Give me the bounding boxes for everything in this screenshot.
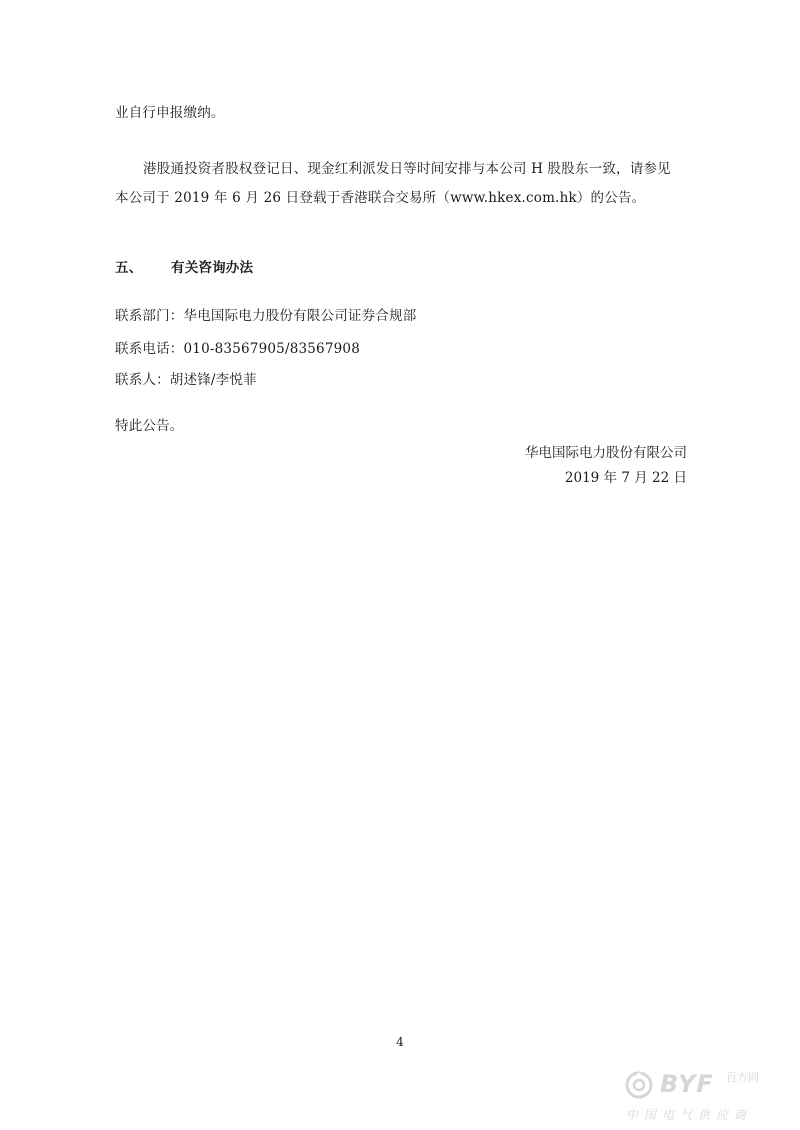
signature-company: 华电国际电力股份有限公司 bbox=[525, 445, 687, 461]
section-heading bbox=[115, 259, 253, 277]
contact-phone: 联系电话：010-83567905/83567908 bbox=[115, 341, 361, 357]
watermark-logo-text: BYF bbox=[660, 1070, 714, 1098]
watermark-subtitle: 中国电气供应商 bbox=[626, 1108, 753, 1122]
section-number: 五、 bbox=[115, 260, 143, 276]
paragraph-line: 港股通投资者股权登记日、现金红利派发日等时间安排与本公司 H 股股东一致，请参见 bbox=[143, 161, 671, 177]
closing-statement: 特此公告。 bbox=[115, 418, 184, 434]
section-title: 有关咨询办法 bbox=[171, 260, 254, 276]
contact-person: 联系人：胡述锋/李悦菲 bbox=[115, 372, 257, 388]
signature-date: 2019 年 7 月 22 日 bbox=[564, 470, 687, 486]
contact-department: 联系部门：华电国际电力股份有限公司证券合规部 bbox=[115, 308, 417, 324]
paragraph-line: 本公司于 2019 年 6 月 26 日登载于香港联合交易所（www.hkex.com.hk）的公告。 bbox=[115, 190, 646, 206]
watermark-logo-cn: 百方网 bbox=[726, 1071, 759, 1084]
watermark-logo-icon bbox=[624, 1070, 654, 1100]
page-number: 4 bbox=[396, 1035, 404, 1049]
watermark bbox=[620, 1068, 790, 1126]
paragraph-line: 业自行申报缴纳。 bbox=[115, 105, 225, 121]
